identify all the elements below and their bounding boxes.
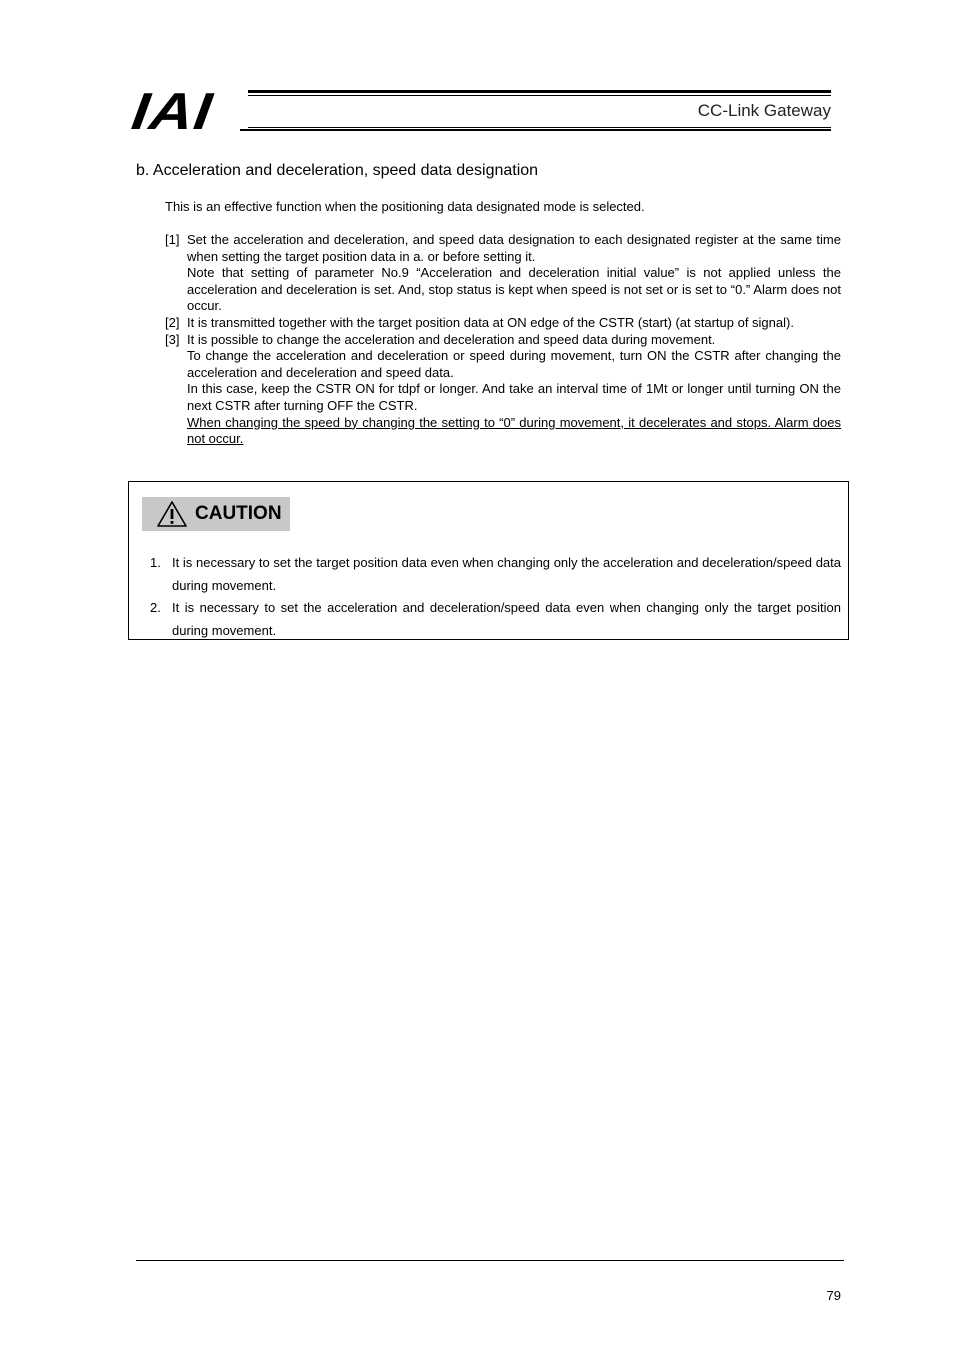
- caution-title: CAUTION: [195, 503, 282, 524]
- caution-label: [142, 497, 290, 531]
- header-rule: [248, 127, 831, 128]
- warning-icon: [157, 501, 187, 527]
- header-rule: [248, 95, 831, 96]
- footer-rule: [136, 1260, 844, 1261]
- caution-list: [150, 552, 841, 642]
- list-item: [165, 332, 841, 448]
- caution-item-number: 2.: [150, 600, 161, 615]
- item-paragraph: Note that setting of parameter No.9 “Acceleration and deceleration initial value” is not applied unless the acceleration and deceleration is set. And, stop status is kept when speed is not set or is set to “0.” Alarm does not occur.: [187, 265, 841, 314]
- caution-item: [150, 597, 841, 642]
- item-paragraph: Set the acceleration and deceleration, and speed data designation to each designated register at the same time when setting the target position data in a. or before setting it.: [187, 232, 841, 264]
- list-item: [165, 232, 841, 315]
- caution-item: [150, 552, 841, 597]
- header-rule: [240, 129, 831, 131]
- section-intro: This is an effective function when the positioning data designated mode is selected.: [165, 199, 645, 214]
- page-number: 79: [826, 1288, 841, 1303]
- numbered-list: [165, 232, 841, 448]
- section-title: b. Acceleration and deceleration, speed data designation: [136, 162, 539, 179]
- header-rule: [248, 90, 831, 93]
- item-body: [187, 232, 841, 315]
- item-paragraph: To change the acceleration and deceleration or speed during movement, turn ON the CSTR after changing the acceleration and deceleration and speed data.: [187, 348, 841, 380]
- caution-item-text: It is necessary to set the target position data even when changing only the acceleration and deceleration/speed data during movement.: [172, 555, 841, 593]
- item-body: [187, 332, 841, 448]
- caution-item-number: 1.: [150, 555, 161, 570]
- item-number: [2]: [165, 314, 180, 330]
- item-paragraph: It is transmitted together with the target position data at ON edge of the CSTR (start) (at startup of signal).: [187, 314, 794, 330]
- item-number: [1]: [165, 232, 180, 247]
- item-paragraph-underlined: When changing the speed by changing the setting to “0” during movement, it decelerates and stops. Alarm does not occur.: [187, 414, 841, 447]
- caution-item-text: It is necessary to set the acceleration and deceleration/speed data even when changing only the target position during movement.: [172, 600, 841, 638]
- caution-box: [128, 481, 849, 640]
- item-body: [187, 315, 841, 332]
- item-paragraph: In this case, keep the CSTR ON for tdpf or longer. And take an interval time of 1Mt or longer until turning ON the next CSTR after turning OFF the CSTR.: [187, 381, 841, 413]
- list-item: [165, 315, 841, 332]
- item-number: [3]: [165, 331, 180, 347]
- item-paragraph: It is possible to change the acceleration and deceleration and speed data during movement.: [187, 331, 716, 347]
- iai-logo: IAI: [128, 83, 217, 141]
- product-name: CC-Link Gateway: [697, 101, 831, 120]
